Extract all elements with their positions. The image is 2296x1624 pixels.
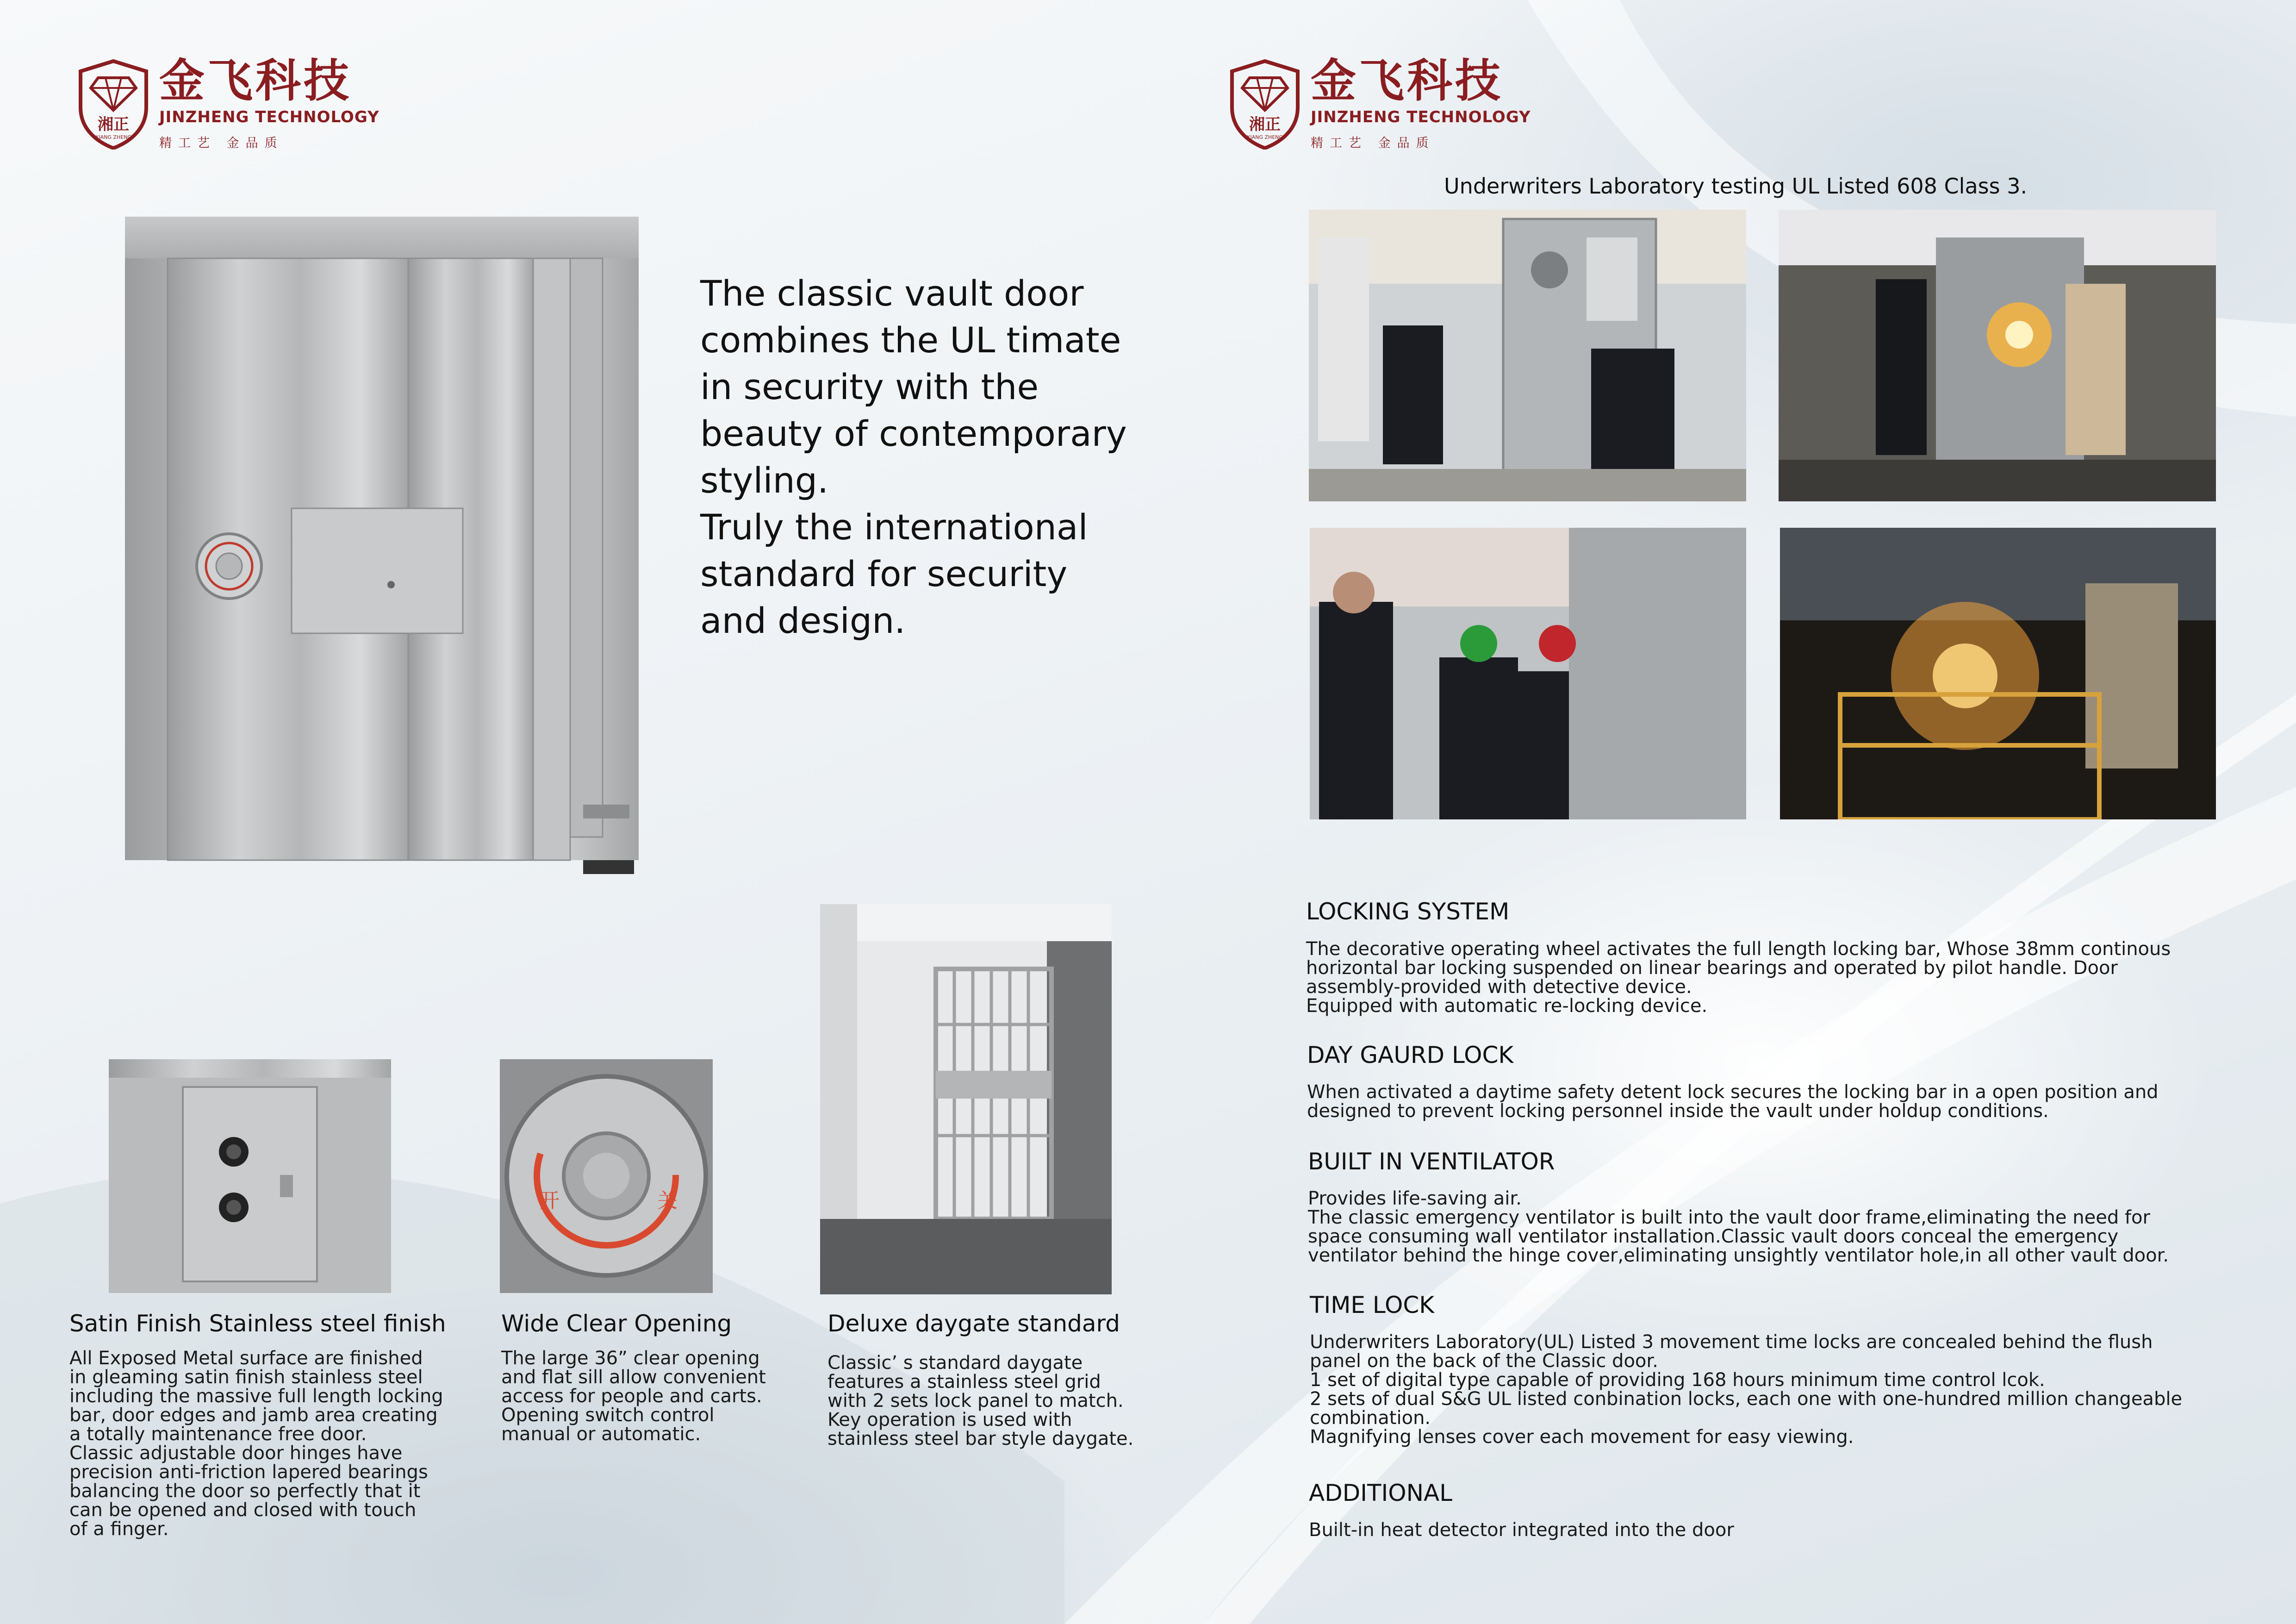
brand-name-cn: 金飞科技 — [1311, 55, 1504, 107]
shield-logo-icon — [79, 59, 148, 150]
ul-test-photo-1 — [1309, 210, 1746, 501]
shield-logo-icon — [1230, 59, 1300, 150]
feature-body-opening: The large 36” clear opening and flat sill allow convenient access for people and carts. Opening switch control manual or automatic. — [501, 1348, 766, 1445]
lead-line: in security with the — [700, 366, 1039, 407]
brand-logo-right — [1230, 55, 1531, 151]
operating-wheel-photo — [500, 1059, 713, 1293]
vault-door-photo — [125, 217, 639, 883]
feature-title-opening: Wide Clear Opening — [501, 1310, 732, 1337]
section-body-ventilator: Provides life-saving air. The classic emergency ventilator is built into the vault door frame,eliminating the need for space consuming wall ventilator installation.Classic vault doors conceal the emergency ventilator behind the hinge cover,eliminating unsightly ventilator hole,in all other vault door. — [1308, 1188, 2169, 1266]
feature-title-satin: Satin Finish Stainless steel finish — [69, 1310, 446, 1337]
section-body-locking: The decorative operating wheel activates the full length locking bar, Whose 38mm continous horizontal bar locking suspended on linear bearings and operated by pilot handle. Door assembly-provided with detective device. Equipped with automatic re-locking device. — [1306, 938, 2171, 1017]
feature-body-daygate: Classic’ s standard daygate features a stainless steel grid with 2 sets lock panel to match. Key operation is used with stainless steel bar style daygate. — [828, 1352, 1134, 1449]
section-title-ventilator: BUILT IN VENTILATOR — [1308, 1148, 1555, 1175]
daygate-photo — [820, 904, 1112, 1294]
lead-line: styling. — [700, 460, 829, 501]
ul-test-photo-3 — [1310, 528, 1746, 819]
section-body-day-guard: When activated a daytime safety detent lock secures the locking bar in a open position and designed to prevent locking personnel inside the vault under holdup conditions. — [1307, 1081, 2159, 1122]
feature-title-daygate: Deluxe daygate standard — [828, 1310, 1120, 1337]
lead-line: The classic vault door — [700, 273, 1084, 314]
ul-testing-caption: Underwriters Laboratory testing UL Listed 608 Class 3. — [1444, 174, 2028, 199]
brand-slogan: 精工艺 金品质 — [1311, 136, 1435, 150]
ul-test-photo-4 — [1780, 528, 2216, 819]
lock-panel-photo — [109, 1059, 391, 1293]
wheel-open-label: 开 — [539, 1189, 560, 1212]
svg-text:XIANG ZHENG: XIANG ZHENG — [1246, 134, 1283, 140]
section-title-additional: ADDITIONAL — [1309, 1480, 1453, 1506]
lead-line: standard for security — [700, 553, 1068, 594]
svg-text:XIANG ZHENG: XIANG ZHENG — [95, 134, 132, 140]
section-body-time-lock: Underwriters Laboratory(UL) Listed 3 movement time locks are concealed behind the flush panel on the back of the Classic door. 1 set of digital type capable of providing 168 hours minimum time control lcok. 2 sets of dual S&G UL listed conbination locks, each one with one-hundred million changeable combination. Magnifying lenses cover each movement for easy viewing. — [1310, 1331, 2183, 1448]
section-title-locking: LOCKING SYSTEM — [1306, 898, 1510, 925]
svg-text:湘正: 湘正 — [98, 115, 129, 134]
section-title-time-lock: TIME LOCK — [1310, 1292, 1435, 1318]
ul-test-photo-2 — [1779, 210, 2216, 501]
section-title-day-guard: DAY GAURD LOCK — [1307, 1042, 1514, 1068]
feature-body-satin: All Exposed Metal surface are finished in gleaming satin finish stainless steel including the massive full length locking bar, door edges and jamb area creating a totally maintenance free door. Classic adjustable door hinges have precision anti-friction lapered bearings balancing the door so perfectly that it can be opened and closed with touch of a finger. — [69, 1348, 443, 1540]
lead-line: and design. — [700, 600, 906, 641]
brand-logo-left — [79, 55, 380, 151]
wheel-close-label: 关 — [657, 1189, 678, 1212]
brand-name-en: JINZHENG TECHNOLOGY — [1311, 108, 1531, 126]
brand-slogan: 精工艺 金品质 — [159, 136, 284, 150]
lead-line: Truly the international — [700, 506, 1088, 548]
lead-line: beauty of contemporary — [700, 413, 1127, 454]
brand-name-cn: 金飞科技 — [159, 55, 352, 107]
lead-line: combines the UL timate — [700, 319, 1121, 361]
svg-text:湘正: 湘正 — [1249, 115, 1281, 134]
brand-name-en: JINZHENG TECHNOLOGY — [159, 108, 380, 126]
section-body-additional: Built-in heat detector integrated into the door — [1309, 1519, 1734, 1541]
lead-paragraph — [700, 270, 1163, 644]
